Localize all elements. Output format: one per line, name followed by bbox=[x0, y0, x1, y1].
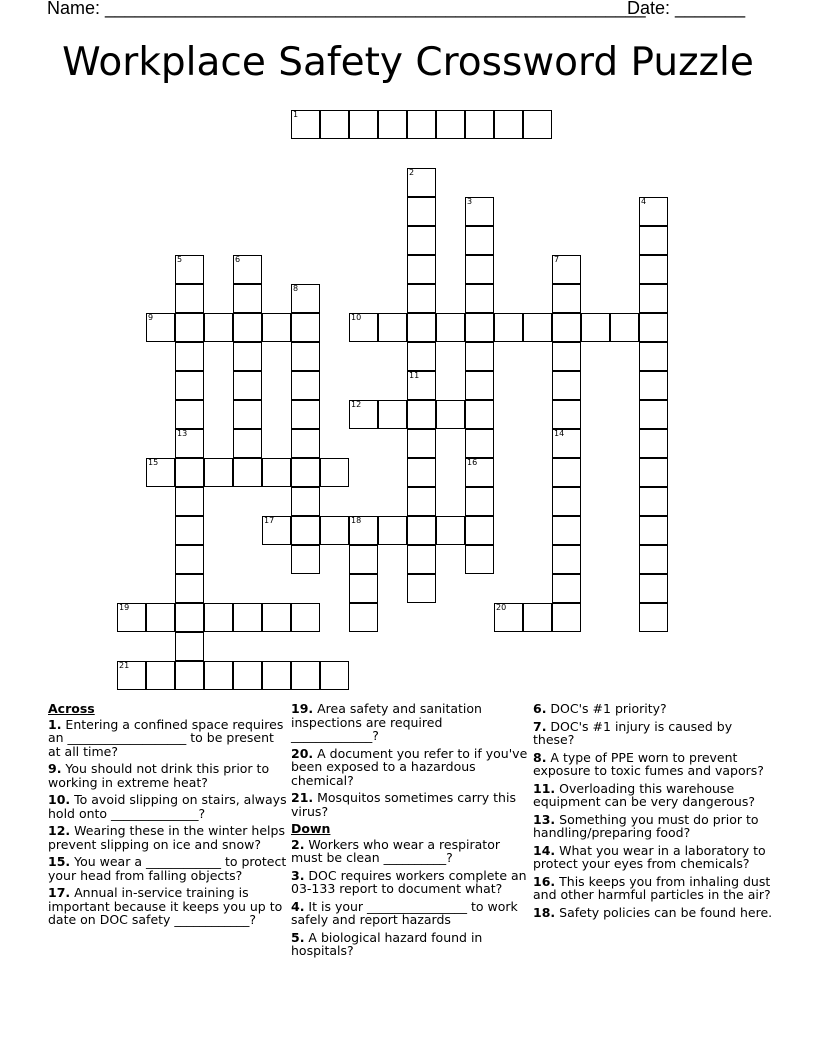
clue-number-label: 11. bbox=[533, 780, 556, 796]
grid-cell[interactable] bbox=[291, 429, 320, 458]
clue-number: 9 bbox=[148, 313, 154, 322]
clue-item bbox=[48, 855, 288, 882]
clue-number-label: 7. bbox=[533, 718, 547, 734]
clue-number-label: 1. bbox=[48, 716, 62, 732]
grid-cell[interactable] bbox=[494, 313, 523, 342]
grid-cell[interactable] bbox=[291, 487, 320, 516]
clue-item bbox=[48, 793, 288, 820]
grid-cell[interactable] bbox=[639, 487, 668, 516]
grid-cell[interactable] bbox=[465, 487, 494, 516]
grid-cell[interactable] bbox=[291, 458, 320, 487]
grid-cell[interactable] bbox=[465, 284, 494, 313]
grid-cell[interactable] bbox=[465, 313, 494, 342]
clue-text: Entering a confined space requires an ___________________ to be present at all time? bbox=[48, 716, 284, 759]
grid-cell[interactable] bbox=[407, 110, 436, 139]
clue-text: DOC's #1 injury is caused by these? bbox=[533, 718, 733, 747]
grid-cell[interactable] bbox=[233, 284, 262, 313]
clue-number: 16 bbox=[467, 458, 478, 467]
grid-cell[interactable] bbox=[436, 313, 465, 342]
grid-cell[interactable] bbox=[407, 342, 436, 371]
grid-cell[interactable] bbox=[291, 603, 320, 632]
grid-cell[interactable] bbox=[146, 458, 175, 487]
clue-text: This keeps you from inhaling dust and other harmful particles in the air? bbox=[533, 873, 771, 902]
clue-item bbox=[48, 824, 288, 851]
grid-cell[interactable] bbox=[233, 603, 262, 632]
grid-cell[interactable] bbox=[291, 661, 320, 690]
clue-item bbox=[291, 838, 531, 865]
clues-column-3 bbox=[533, 702, 773, 923]
grid-cell[interactable] bbox=[175, 661, 204, 690]
grid-cell[interactable] bbox=[175, 313, 204, 342]
grid-cell[interactable] bbox=[639, 545, 668, 574]
clue-text: Something you must do prior to handling/preparing food? bbox=[533, 811, 759, 840]
clue-text: Mosquitos sometimes carry this virus? bbox=[291, 790, 516, 819]
clue-text: To avoid slipping on stairs, always hold onto ______________? bbox=[48, 792, 287, 821]
grid-cell[interactable] bbox=[552, 342, 581, 371]
grid-cell[interactable] bbox=[175, 342, 204, 371]
grid-cell[interactable] bbox=[175, 545, 204, 574]
grid-cell[interactable] bbox=[175, 400, 204, 429]
grid-cell[interactable] bbox=[552, 458, 581, 487]
grid-cell[interactable] bbox=[552, 284, 581, 313]
clue-number-label: 8. bbox=[533, 749, 547, 765]
clue-number-label: 5. bbox=[291, 929, 305, 945]
grid-cell[interactable] bbox=[233, 400, 262, 429]
clue-item bbox=[48, 886, 288, 927]
grid-cell[interactable] bbox=[407, 429, 436, 458]
grid-cell[interactable] bbox=[552, 516, 581, 545]
clue-number-label: 19. bbox=[291, 701, 314, 716]
clue-text: Wearing these in the winter helps prevent slipping on ice and snow? bbox=[48, 823, 285, 852]
clue-number-label: 4. bbox=[291, 898, 305, 914]
grid-cell[interactable] bbox=[262, 458, 291, 487]
clue-number: 1 bbox=[293, 110, 299, 119]
clue-text: A document you refer to if you've been exposed to a hazardous chemical? bbox=[291, 745, 528, 788]
grid-cell[interactable] bbox=[581, 313, 610, 342]
clue-item bbox=[291, 747, 531, 788]
grid-cell[interactable] bbox=[407, 284, 436, 313]
grid-cell[interactable] bbox=[465, 226, 494, 255]
grid-cell[interactable] bbox=[349, 516, 378, 545]
grid-cell[interactable] bbox=[349, 545, 378, 574]
grid-cell[interactable] bbox=[639, 197, 668, 226]
grid-cell[interactable] bbox=[639, 574, 668, 603]
grid-cell[interactable] bbox=[639, 226, 668, 255]
grid-cell[interactable] bbox=[407, 400, 436, 429]
grid-cell[interactable] bbox=[175, 458, 204, 487]
grid-cell[interactable] bbox=[378, 313, 407, 342]
grid-cell[interactable] bbox=[639, 371, 668, 400]
grid-cell[interactable] bbox=[639, 516, 668, 545]
clue-number-label: 2. bbox=[291, 836, 305, 852]
grid-cell[interactable] bbox=[407, 545, 436, 574]
clue-number-label: 6. bbox=[533, 701, 547, 716]
grid-cell[interactable] bbox=[465, 342, 494, 371]
grid-cell[interactable] bbox=[639, 255, 668, 284]
clue-item bbox=[291, 869, 531, 896]
clue-number: 5 bbox=[177, 255, 183, 264]
grid-cell[interactable] bbox=[639, 284, 668, 313]
grid-cell[interactable] bbox=[465, 255, 494, 284]
clue-item bbox=[291, 791, 531, 818]
grid-cell[interactable] bbox=[349, 110, 378, 139]
grid-cell[interactable] bbox=[233, 429, 262, 458]
clue-number: 6 bbox=[235, 255, 241, 264]
name-line: Name: ______________________________________________________ bbox=[47, 0, 646, 18]
date-line: Date: _______ bbox=[627, 0, 746, 18]
clue-number-label: 21. bbox=[291, 790, 314, 805]
grid-cell[interactable] bbox=[175, 487, 204, 516]
clue-text: It is your ________________ to work safely and report hazards bbox=[291, 898, 518, 927]
clue-number: 7 bbox=[554, 255, 560, 264]
grid-cell[interactable] bbox=[262, 516, 291, 545]
grid-cell[interactable] bbox=[291, 400, 320, 429]
grid-cell[interactable] bbox=[465, 458, 494, 487]
grid-cell[interactable] bbox=[378, 110, 407, 139]
clue-number: 11 bbox=[409, 371, 420, 380]
clue-number: 10 bbox=[351, 313, 362, 322]
grid-cell[interactable] bbox=[291, 110, 320, 139]
grid-cell[interactable] bbox=[436, 400, 465, 429]
grid-cell[interactable] bbox=[117, 603, 146, 632]
clue-text: A type of PPE worn to prevent exposure to toxic fumes and vapors? bbox=[533, 749, 764, 778]
grid-cell[interactable] bbox=[494, 603, 523, 632]
grid-cell[interactable] bbox=[407, 371, 436, 400]
clue-text: Overloading this warehouse equipment can be very dangerous? bbox=[533, 780, 755, 809]
clue-text: Area safety and sanitation inspections are required _____________? bbox=[291, 701, 482, 743]
clues-column-2 bbox=[291, 702, 531, 962]
grid-cell[interactable] bbox=[523, 110, 552, 139]
clue-number-label: 3. bbox=[291, 867, 305, 883]
grid-cell[interactable] bbox=[552, 255, 581, 284]
grid-cell[interactable] bbox=[204, 661, 233, 690]
grid-cell[interactable] bbox=[639, 342, 668, 371]
grid-cell[interactable] bbox=[378, 400, 407, 429]
grid-cell[interactable] bbox=[639, 603, 668, 632]
grid-cell[interactable] bbox=[204, 313, 233, 342]
down-heading: Down bbox=[291, 821, 331, 836]
grid-cell[interactable] bbox=[291, 313, 320, 342]
grid-cell[interactable] bbox=[465, 400, 494, 429]
grid-cell[interactable] bbox=[233, 458, 262, 487]
grid-cell[interactable] bbox=[175, 632, 204, 661]
grid-cell[interactable] bbox=[233, 371, 262, 400]
clue-number-label: 10. bbox=[48, 792, 71, 807]
grid-cell[interactable] bbox=[204, 458, 233, 487]
grid-cell[interactable] bbox=[233, 255, 262, 284]
clue-number: 19 bbox=[119, 603, 130, 612]
across-heading: Across bbox=[48, 701, 95, 716]
grid-cell[interactable] bbox=[465, 545, 494, 574]
grid-cell[interactable] bbox=[407, 574, 436, 603]
grid-cell[interactable] bbox=[552, 487, 581, 516]
clue-item bbox=[533, 844, 773, 871]
grid-cell[interactable] bbox=[233, 342, 262, 371]
clue-text: DOC's #1 priority? bbox=[546, 701, 667, 716]
grid-cell[interactable] bbox=[175, 516, 204, 545]
grid-cell[interactable] bbox=[436, 110, 465, 139]
clue-number-label: 18. bbox=[533, 904, 556, 920]
clue-number: 13 bbox=[177, 429, 188, 438]
grid-cell[interactable] bbox=[291, 516, 320, 545]
grid-cell[interactable] bbox=[291, 371, 320, 400]
clue-number-label: 13. bbox=[533, 811, 556, 827]
grid-cell[interactable] bbox=[552, 313, 581, 342]
page-title: Workplace Safety Crossword Puzzle bbox=[62, 40, 754, 85]
grid-cell[interactable] bbox=[639, 429, 668, 458]
clue-item bbox=[533, 720, 773, 747]
grid-cell[interactable] bbox=[291, 342, 320, 371]
grid-cell[interactable] bbox=[465, 371, 494, 400]
grid-cell[interactable] bbox=[349, 400, 378, 429]
grid-cell[interactable] bbox=[465, 516, 494, 545]
clue-number: 21 bbox=[119, 661, 130, 670]
clue-number: 17 bbox=[264, 516, 275, 525]
grid-cell[interactable] bbox=[465, 197, 494, 226]
clue-number: 2 bbox=[409, 168, 415, 177]
grid-cell[interactable] bbox=[146, 313, 175, 342]
grid-cell[interactable] bbox=[523, 313, 552, 342]
clue-number-label: 9. bbox=[48, 761, 62, 776]
grid-cell[interactable] bbox=[320, 516, 349, 545]
clue-text: You wear a ____________ to protect your head from falling objects? bbox=[48, 854, 287, 883]
grid-cell[interactable] bbox=[233, 313, 262, 342]
grid-cell[interactable] bbox=[349, 313, 378, 342]
grid-cell[interactable] bbox=[378, 516, 407, 545]
clue-number: 14 bbox=[554, 429, 565, 438]
grid-cell[interactable] bbox=[407, 226, 436, 255]
clue-number: 8 bbox=[293, 284, 299, 293]
clue-number-label: 16. bbox=[533, 873, 556, 889]
clue-number-label: 12. bbox=[48, 823, 71, 838]
grid-cell[interactable] bbox=[552, 400, 581, 429]
clue-number: 4 bbox=[641, 197, 647, 206]
grid-cell[interactable] bbox=[175, 429, 204, 458]
grid-cell[interactable] bbox=[349, 574, 378, 603]
grid-cell[interactable] bbox=[117, 661, 146, 690]
clue-item bbox=[48, 718, 288, 759]
grid-cell[interactable] bbox=[407, 197, 436, 226]
grid-cell[interactable] bbox=[233, 661, 262, 690]
clue-number-label: 15. bbox=[48, 854, 71, 869]
grid-cell[interactable] bbox=[494, 110, 523, 139]
clue-text: A biological hazard found in hospitals? bbox=[291, 929, 483, 958]
grid-cell[interactable] bbox=[262, 661, 291, 690]
clue-text: DOC requires workers complete an 03-133 report to document what? bbox=[291, 867, 527, 896]
clue-number: 20 bbox=[496, 603, 507, 612]
grid-cell[interactable] bbox=[175, 255, 204, 284]
clue-number: 12 bbox=[351, 400, 362, 409]
grid-cell[interactable] bbox=[349, 603, 378, 632]
grid-cell[interactable] bbox=[610, 313, 639, 342]
grid-cell[interactable] bbox=[291, 284, 320, 313]
grid-cell[interactable] bbox=[407, 168, 436, 197]
clue-item bbox=[533, 751, 773, 778]
grid-cell[interactable] bbox=[262, 603, 291, 632]
grid-cell[interactable] bbox=[407, 487, 436, 516]
grid-cell[interactable] bbox=[320, 458, 349, 487]
clue-item bbox=[533, 702, 773, 716]
clue-item bbox=[533, 906, 773, 920]
clue-number: 18 bbox=[351, 516, 362, 525]
grid-cell[interactable] bbox=[320, 110, 349, 139]
clue-item bbox=[291, 900, 531, 927]
clue-item bbox=[291, 702, 531, 743]
grid-cell[interactable] bbox=[639, 313, 668, 342]
grid-cell[interactable] bbox=[552, 603, 581, 632]
grid-cell[interactable] bbox=[407, 255, 436, 284]
grid-cell[interactable] bbox=[175, 284, 204, 313]
clue-item bbox=[533, 782, 773, 809]
grid-cell[interactable] bbox=[523, 603, 552, 632]
grid-cell[interactable] bbox=[262, 313, 291, 342]
grid-cell[interactable] bbox=[320, 661, 349, 690]
clue-item bbox=[533, 813, 773, 840]
grid-cell[interactable] bbox=[175, 371, 204, 400]
grid-cell[interactable] bbox=[146, 603, 175, 632]
grid-cell[interactable] bbox=[175, 574, 204, 603]
clue-number-label: 17. bbox=[48, 885, 71, 900]
clue-text: Safety policies can be found here. bbox=[555, 904, 773, 920]
grid-cell[interactable] bbox=[407, 516, 436, 545]
clue-text: Annual in-service training is important because it keeps you up to date on DOC safety ____________? bbox=[48, 885, 283, 927]
grid-cell[interactable] bbox=[552, 371, 581, 400]
grid-cell[interactable] bbox=[407, 458, 436, 487]
clue-text: Workers who wear a respirator must be clean __________? bbox=[291, 836, 500, 865]
clue-number: 15 bbox=[148, 458, 159, 467]
clues-column-1 bbox=[48, 702, 288, 931]
clue-number: 3 bbox=[467, 197, 473, 206]
clue-text: What you wear in a laboratory to protect your eyes from chemicals? bbox=[533, 842, 766, 871]
grid-cell[interactable] bbox=[407, 313, 436, 342]
grid-cell[interactable] bbox=[552, 545, 581, 574]
grid-cell[interactable] bbox=[465, 110, 494, 139]
clue-number-label: 14. bbox=[533, 842, 556, 858]
grid-cell[interactable] bbox=[639, 458, 668, 487]
grid-cell[interactable] bbox=[552, 429, 581, 458]
grid-cell[interactable] bbox=[552, 574, 581, 603]
grid-cell[interactable] bbox=[436, 516, 465, 545]
grid-cell[interactable] bbox=[291, 545, 320, 574]
grid-cell[interactable] bbox=[639, 400, 668, 429]
clue-item bbox=[533, 875, 773, 902]
clue-text: You should not drink this prior to working in extreme heat? bbox=[48, 761, 270, 790]
grid-cell[interactable] bbox=[146, 661, 175, 690]
clue-item bbox=[291, 931, 531, 958]
clue-item bbox=[48, 762, 288, 789]
clue-number-label: 20. bbox=[291, 745, 314, 761]
grid-cell[interactable] bbox=[465, 429, 494, 458]
grid-cell[interactable] bbox=[175, 603, 204, 632]
grid-cell[interactable] bbox=[204, 603, 233, 632]
